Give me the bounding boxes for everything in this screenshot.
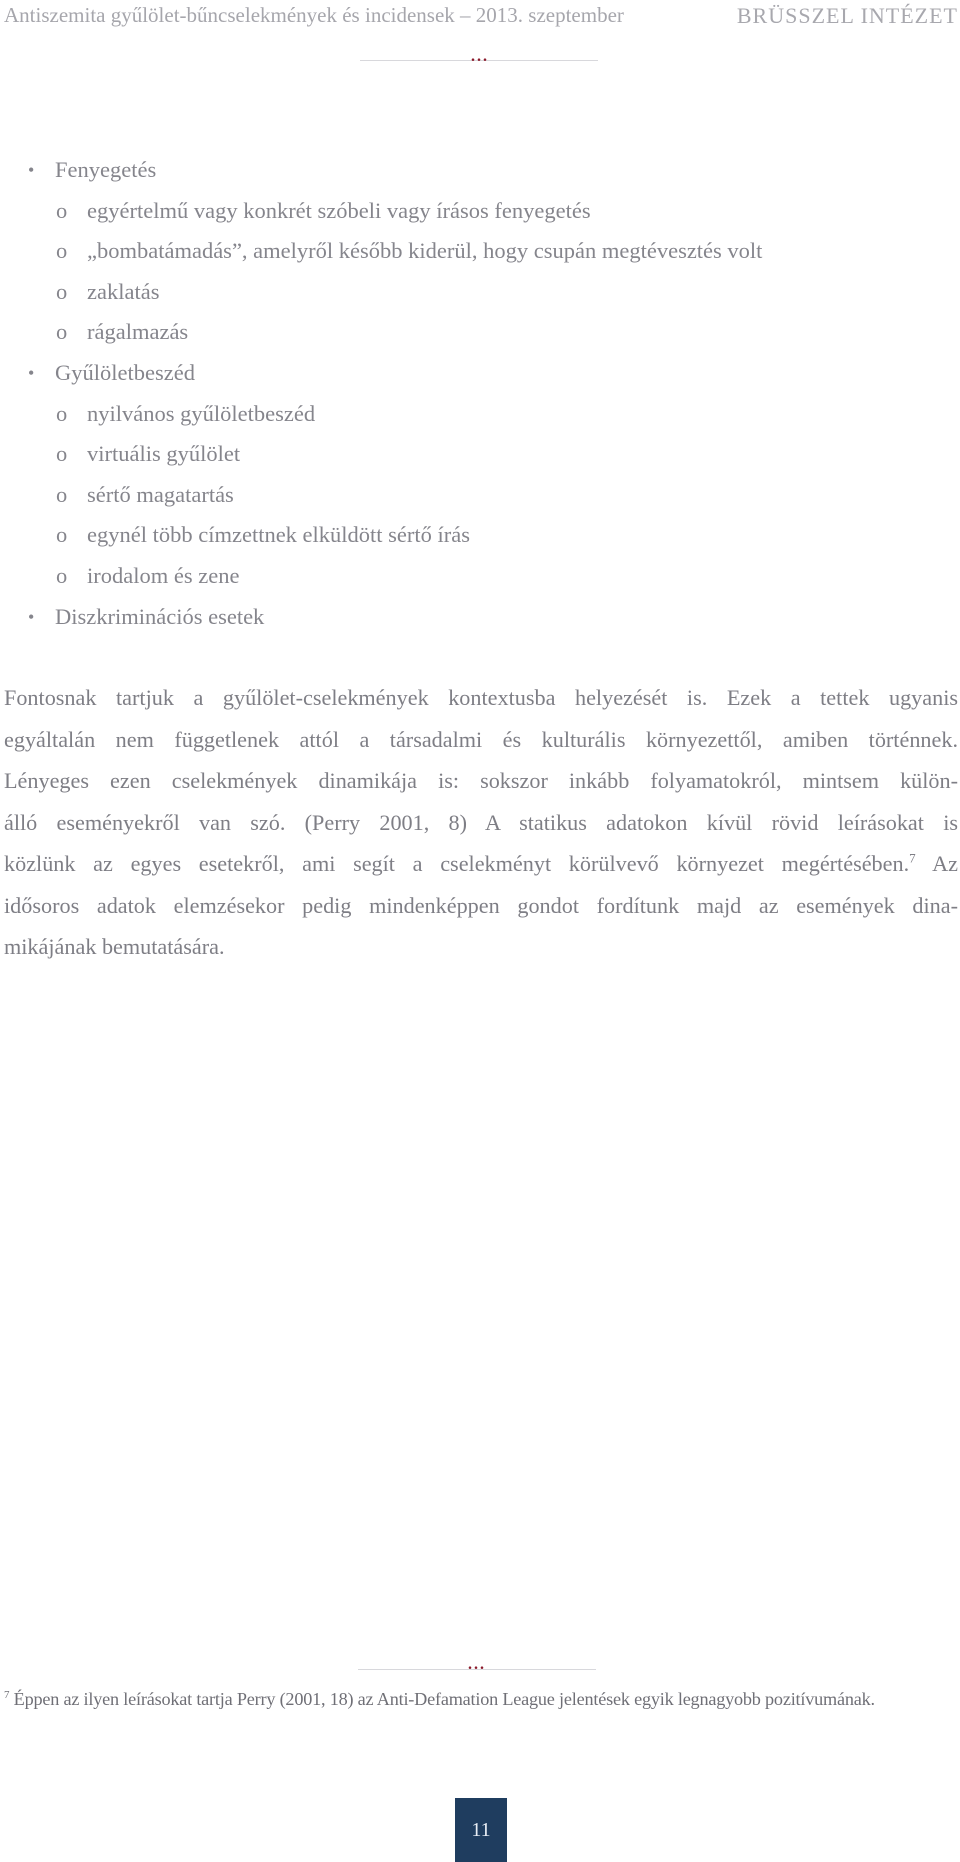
list-item-text: Gyűlöletbeszéd xyxy=(55,359,195,385)
list-item-discrimination xyxy=(0,597,960,638)
sub-list-item xyxy=(0,475,960,516)
sub-list-item xyxy=(0,515,960,556)
paragraph-line: egyáltalán nem függetlenek attól a társadalmi és kulturális környezettől, amiben történnek. xyxy=(4,726,958,752)
footnote-reference[interactable]: 7 xyxy=(909,850,916,866)
sub-marker: o xyxy=(56,319,68,345)
sub-marker: o xyxy=(56,197,68,223)
list-item-text: irodalom és zene xyxy=(87,562,240,588)
list-item-text: Fenyegetés xyxy=(55,157,157,182)
list-item-text: zaklatás xyxy=(87,278,160,304)
sub-marker: o xyxy=(56,278,68,304)
list-item-text: virtuális gyűlölet xyxy=(87,441,241,467)
paragraph-line: mikájának bemutatására. xyxy=(4,934,225,959)
list-item-text: egyértelmű vagy konkrét szóbeli vagy írásos fenyegetés xyxy=(87,197,591,223)
sub-marker: o xyxy=(56,238,68,264)
footnote-divider-dots: ... xyxy=(468,1656,486,1673)
paragraph-line: idősoros adatok elemzésekor pedig mindenképpen gondot fordítunk majd az események dina- xyxy=(4,892,958,918)
bullet-marker: • xyxy=(28,160,35,180)
category-list xyxy=(0,150,960,637)
sub-list-item xyxy=(0,394,960,435)
footnote xyxy=(4,1689,956,1710)
list-item-text: „bombatámadás”, amelyről később kiderül, hogy csupán megtévesztés volt xyxy=(87,238,763,264)
sub-marker: o xyxy=(56,522,68,548)
page-number: 11 xyxy=(471,1818,491,1841)
list-item-text: sértő magatartás xyxy=(87,481,234,507)
sub-marker: o xyxy=(56,481,68,507)
sub-list-item xyxy=(0,556,960,597)
list-item-text: nyilvános gyűlöletbeszéd xyxy=(87,400,316,426)
body-paragraph xyxy=(4,677,958,968)
list-item-text: egynél több címzettnek elküldött sértő írás xyxy=(87,522,471,548)
sub-list-item xyxy=(0,231,960,272)
running-header-title: Antiszemita gyűlölet-bűncselekmények és incidensek – 2013. szeptember xyxy=(4,3,624,27)
list-item-hate-speech xyxy=(0,353,960,394)
list-item-text: Diszkriminációs esetek xyxy=(55,603,265,629)
sub-list-item xyxy=(0,312,960,353)
header-divider-dots: ... xyxy=(471,48,489,65)
paragraph-line xyxy=(4,843,958,885)
footnote-number: 7 xyxy=(4,1688,10,1701)
footnote-text: Éppen az ilyen leírásokat tartja Perry (2001, 18) az Anti-Defamation League jelentések egyik legnagyobb pozitívumának. xyxy=(9,1689,875,1709)
sub-marker: o xyxy=(56,562,68,588)
paragraph-line: Lényeges ezen cselekmények dinamikája is: sokszor inkább folyamatokról, mintsem külön- xyxy=(4,768,958,793)
paragraph-line: Fontosnak tartjuk a gyűlölet-cselekmények kontextusba helyezését is. Ezek a tettek ugyanis xyxy=(4,685,958,710)
paragraph-line-text: közlünk az egyes esetekről, ami segít a cselekményt körülvevő környezet megértésében. xyxy=(4,851,910,876)
bullet-marker: • xyxy=(28,606,35,627)
paragraph-line: álló eseményekről van szó. (Perry 2001, 8) A statikus adatokon kívül rövid leírásokat is xyxy=(4,809,958,835)
sub-list-item xyxy=(0,191,960,232)
sub-marker: o xyxy=(56,441,68,467)
paragraph-line-tail: Az xyxy=(915,851,958,876)
sub-list-item xyxy=(0,434,960,475)
running-header-publisher: BRÜSSZEL INTÉZET xyxy=(736,3,958,28)
page-number-box xyxy=(455,1798,507,1862)
sub-list-item xyxy=(0,272,960,313)
list-item-threats xyxy=(0,150,960,191)
list-item-text: rágalmazás xyxy=(87,319,189,345)
sub-marker: o xyxy=(56,400,68,426)
bullet-marker: • xyxy=(28,362,35,383)
